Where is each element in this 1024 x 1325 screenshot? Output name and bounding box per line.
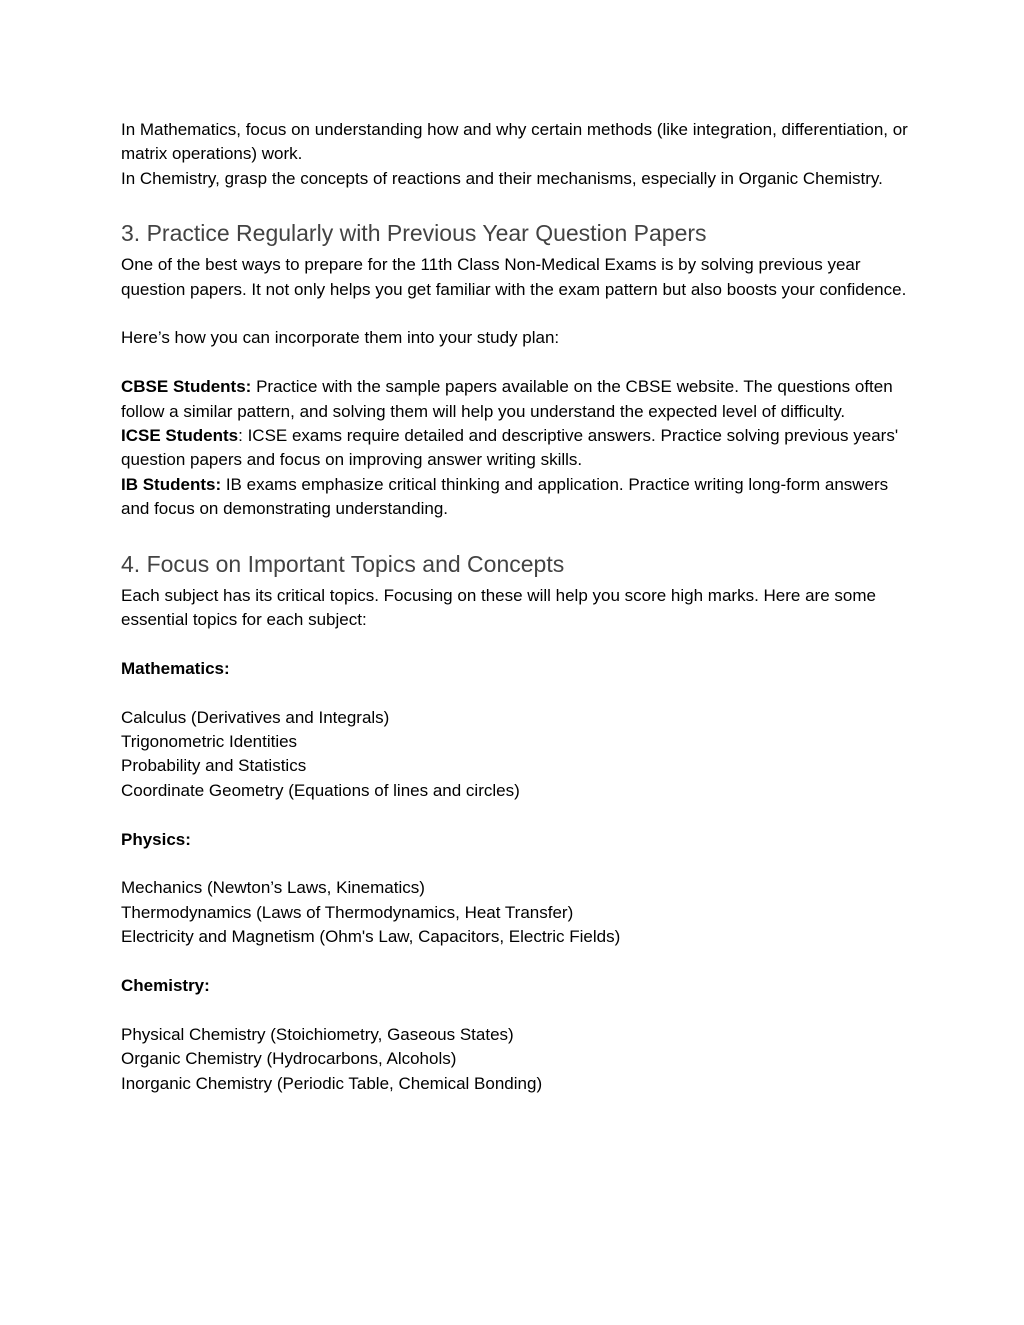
item-label: CBSE Students: bbox=[121, 377, 252, 397]
spacer bbox=[121, 632, 911, 656]
intro-math-text: In Mathematics, focus on understanding how and why certain methods (like integration, differentiation, or matrix operations) work. bbox=[121, 120, 908, 164]
subject-title-mathematics bbox=[121, 657, 911, 681]
study-plan-item-ib bbox=[121, 473, 911, 522]
section-4-heading: 4. Focus on Important Topics and Concepts bbox=[121, 550, 565, 577]
section-3-lead: Here’s how you can incorporate them into your study plan: bbox=[121, 328, 560, 348]
topic-item: Physical Chemistry (Stoichiometry, Gaseous States) bbox=[121, 1024, 514, 1044]
subject-title-chemistry bbox=[121, 974, 911, 998]
topic-item: Probability and Statistics bbox=[121, 756, 307, 776]
topic-item: Mechanics (Newton’s Laws, Kinematics) bbox=[121, 878, 425, 898]
topic-item: Coordinate Geometry (Equations of lines and circles) bbox=[121, 780, 520, 800]
topic-item: Trigonometric Identities bbox=[121, 732, 298, 752]
spacer bbox=[121, 950, 911, 974]
item-label: ICSE Students bbox=[121, 426, 239, 446]
study-plan-item-cbse bbox=[121, 375, 911, 424]
item-text: IB exams emphasize critical thinking and application. Practice writing long-form answers and focus on demonstrating understanding. bbox=[121, 474, 889, 519]
topic-item: Calculus (Derivatives and Integrals) bbox=[121, 707, 390, 727]
subject-title-physics bbox=[121, 828, 911, 852]
spacer bbox=[121, 852, 911, 876]
item-text: : ICSE exams require detailed and descriptive answers. Practice solving previous years' question papers and focus on improving answer writing skills. bbox=[121, 426, 899, 470]
subject-title-text: Mathematics: bbox=[121, 658, 230, 678]
study-plan-item-icse bbox=[121, 424, 911, 473]
intro-chemistry-text: In Chemistry, grasp the concepts of reactions and their mechanisms, especially in Organic Chemistry. bbox=[121, 168, 883, 188]
topic-item: Inorganic Chemistry (Periodic Table, Chemical Bonding) bbox=[121, 1073, 543, 1093]
spacer bbox=[121, 302, 911, 326]
spacer bbox=[121, 998, 911, 1022]
section-3-heading: 3. Practice Regularly with Previous Year Question Papers bbox=[121, 220, 707, 247]
document-page bbox=[121, 118, 911, 1096]
spacer bbox=[121, 803, 911, 827]
spacer bbox=[121, 351, 911, 375]
item-text: Practice with the sample papers available on the CBSE website. The questions often follow a similar pattern, and solving them will help you understand the expected level of difficulty. bbox=[121, 377, 893, 421]
subject-title-text: Physics: bbox=[121, 829, 191, 849]
section-3-paragraph: One of the best ways to prepare for the 11th Class Non-Medical Exams is by solving previous year question papers. It not only helps you get familiar with the exam pattern but also boosts your confidence. bbox=[121, 255, 907, 299]
item-label: IB Students: bbox=[121, 474, 222, 494]
subject-title-text: Chemistry: bbox=[121, 976, 210, 996]
topic-item: Organic Chemistry (Hydrocarbons, Alcohols) bbox=[121, 1049, 457, 1069]
topic-item: Electricity and Magnetism (Ohm's Law, Capacitors, Electric Fields) bbox=[121, 927, 621, 947]
section-4-paragraph: Each subject has its critical topics. Focusing on these will help you score high marks. Here are some essential topics for each subject: bbox=[121, 585, 876, 630]
topic-item: Thermodynamics (Laws of Thermodynamics, Heat Transfer) bbox=[121, 902, 574, 922]
spacer bbox=[121, 681, 911, 705]
